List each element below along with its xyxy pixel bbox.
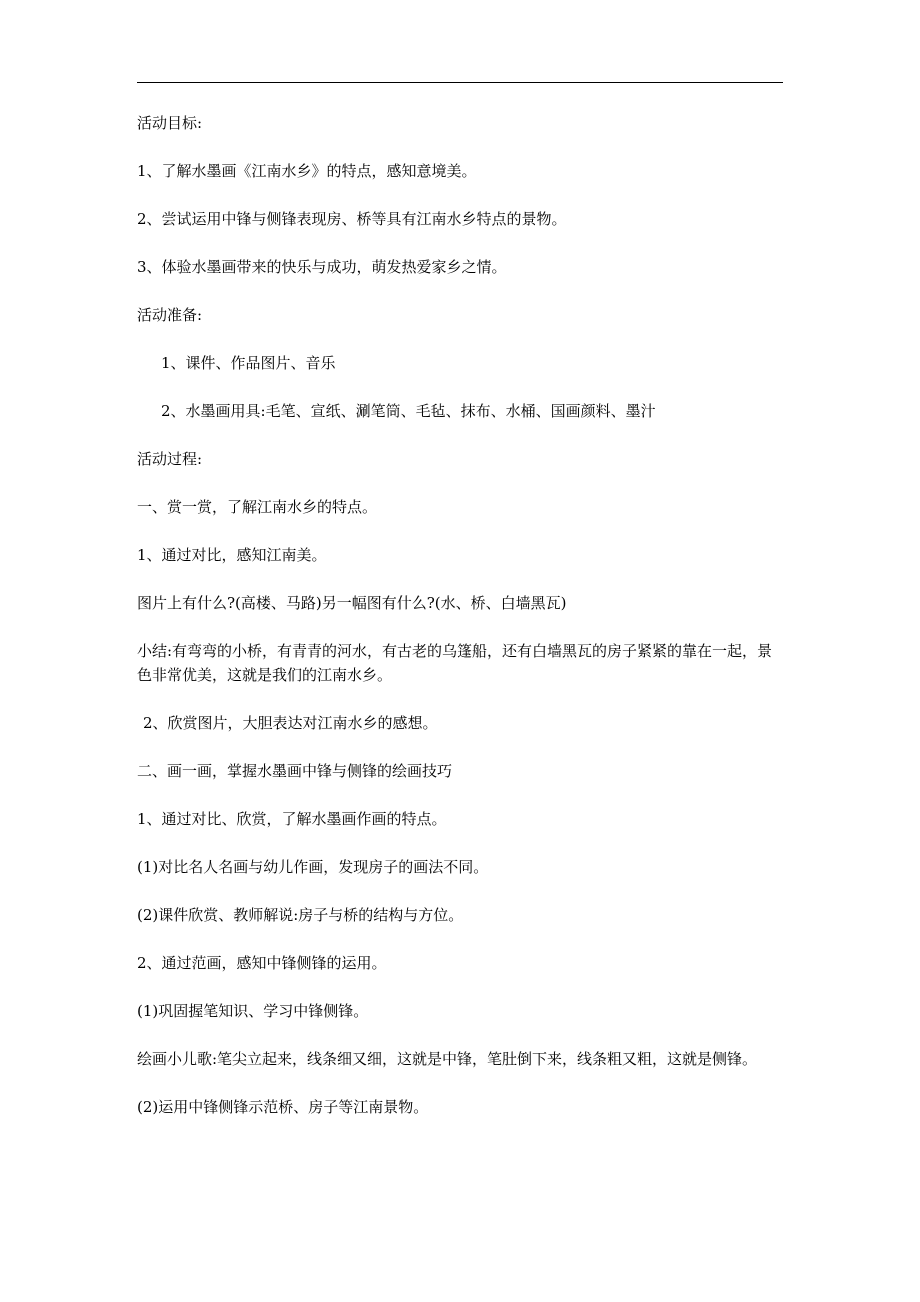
document-body [137, 111, 787, 1143]
process-detail-2-2-2: (2)运用中锋侧锋示范桥、房子等江南景物。 [137, 1098, 429, 1116]
section-heading-preparation: 活动准备: [137, 306, 203, 324]
section-heading-process: 活动过程: [137, 450, 203, 468]
process-substep-2-1: 1、通过对比、欣赏，了解水墨画作画的特点。 [137, 810, 447, 828]
process-detail-2-1-1: (1)对比名人名画与幼儿作画，发现房子的画法不同。 [137, 858, 489, 876]
section-heading-goals: 活动目标: [137, 114, 203, 132]
goal-item-1: 1、了解水墨画《江南水乡》的特点，感知意境美。 [137, 162, 477, 180]
drawing-rhyme-text: 绘画小儿歌:笔尖立起来，线条细又细，这就是中锋，笔肚倒下来，线条粗又粗，这就是侧锋。 [137, 1050, 758, 1068]
header-rule [137, 82, 783, 83]
process-summary-text: 小结:有弯弯的小桥，有青青的河水，有古老的乌篷船，还有白墙黑瓦的房子紧紧的靠在一起，景色非常优美，这就是我们的江南水乡。 [137, 642, 773, 684]
process-step-2-heading: 二、画一画，掌握水墨画中锋与侧锋的绘画技巧 [137, 762, 453, 780]
preparation-item-2: 2、水墨画用具:毛笔、宣纸、涮笔筒、毛毡、抹布、水桶、国画颜料、墨汁 [161, 402, 656, 420]
process-step-1-heading: 一、赏一赏，了解江南水乡的特点。 [137, 498, 378, 516]
goal-item-2: 2、尝试运用中锋与侧锋表现房、桥等具有江南水乡特点的景物。 [137, 210, 567, 228]
process-detail-2-1-2: (2)课件欣赏、教师解说:房子与桥的结构与方位。 [137, 906, 464, 924]
preparation-item-1: 1、课件、作品图片、音乐 [161, 354, 336, 372]
goal-item-3: 3、体验水墨画带来的快乐与成功，萌发热爱家乡之情。 [137, 258, 507, 276]
process-substep-1-2: 2、欣赏图片，大胆表达对江南水乡的感想。 [143, 714, 438, 732]
process-substep-2-2: 2、通过范画，感知中锋侧锋的运用。 [137, 954, 387, 972]
process-question-text: 图片上有什么?(高楼、马路)另一幅图有什么?(水、桥、白墙黑瓦) [137, 594, 567, 612]
process-substep-1-1: 1、通过对比，感知江南美。 [137, 546, 327, 564]
process-detail-2-2-1: (1)巩固握笔知识、学习中锋侧锋。 [137, 1002, 369, 1020]
